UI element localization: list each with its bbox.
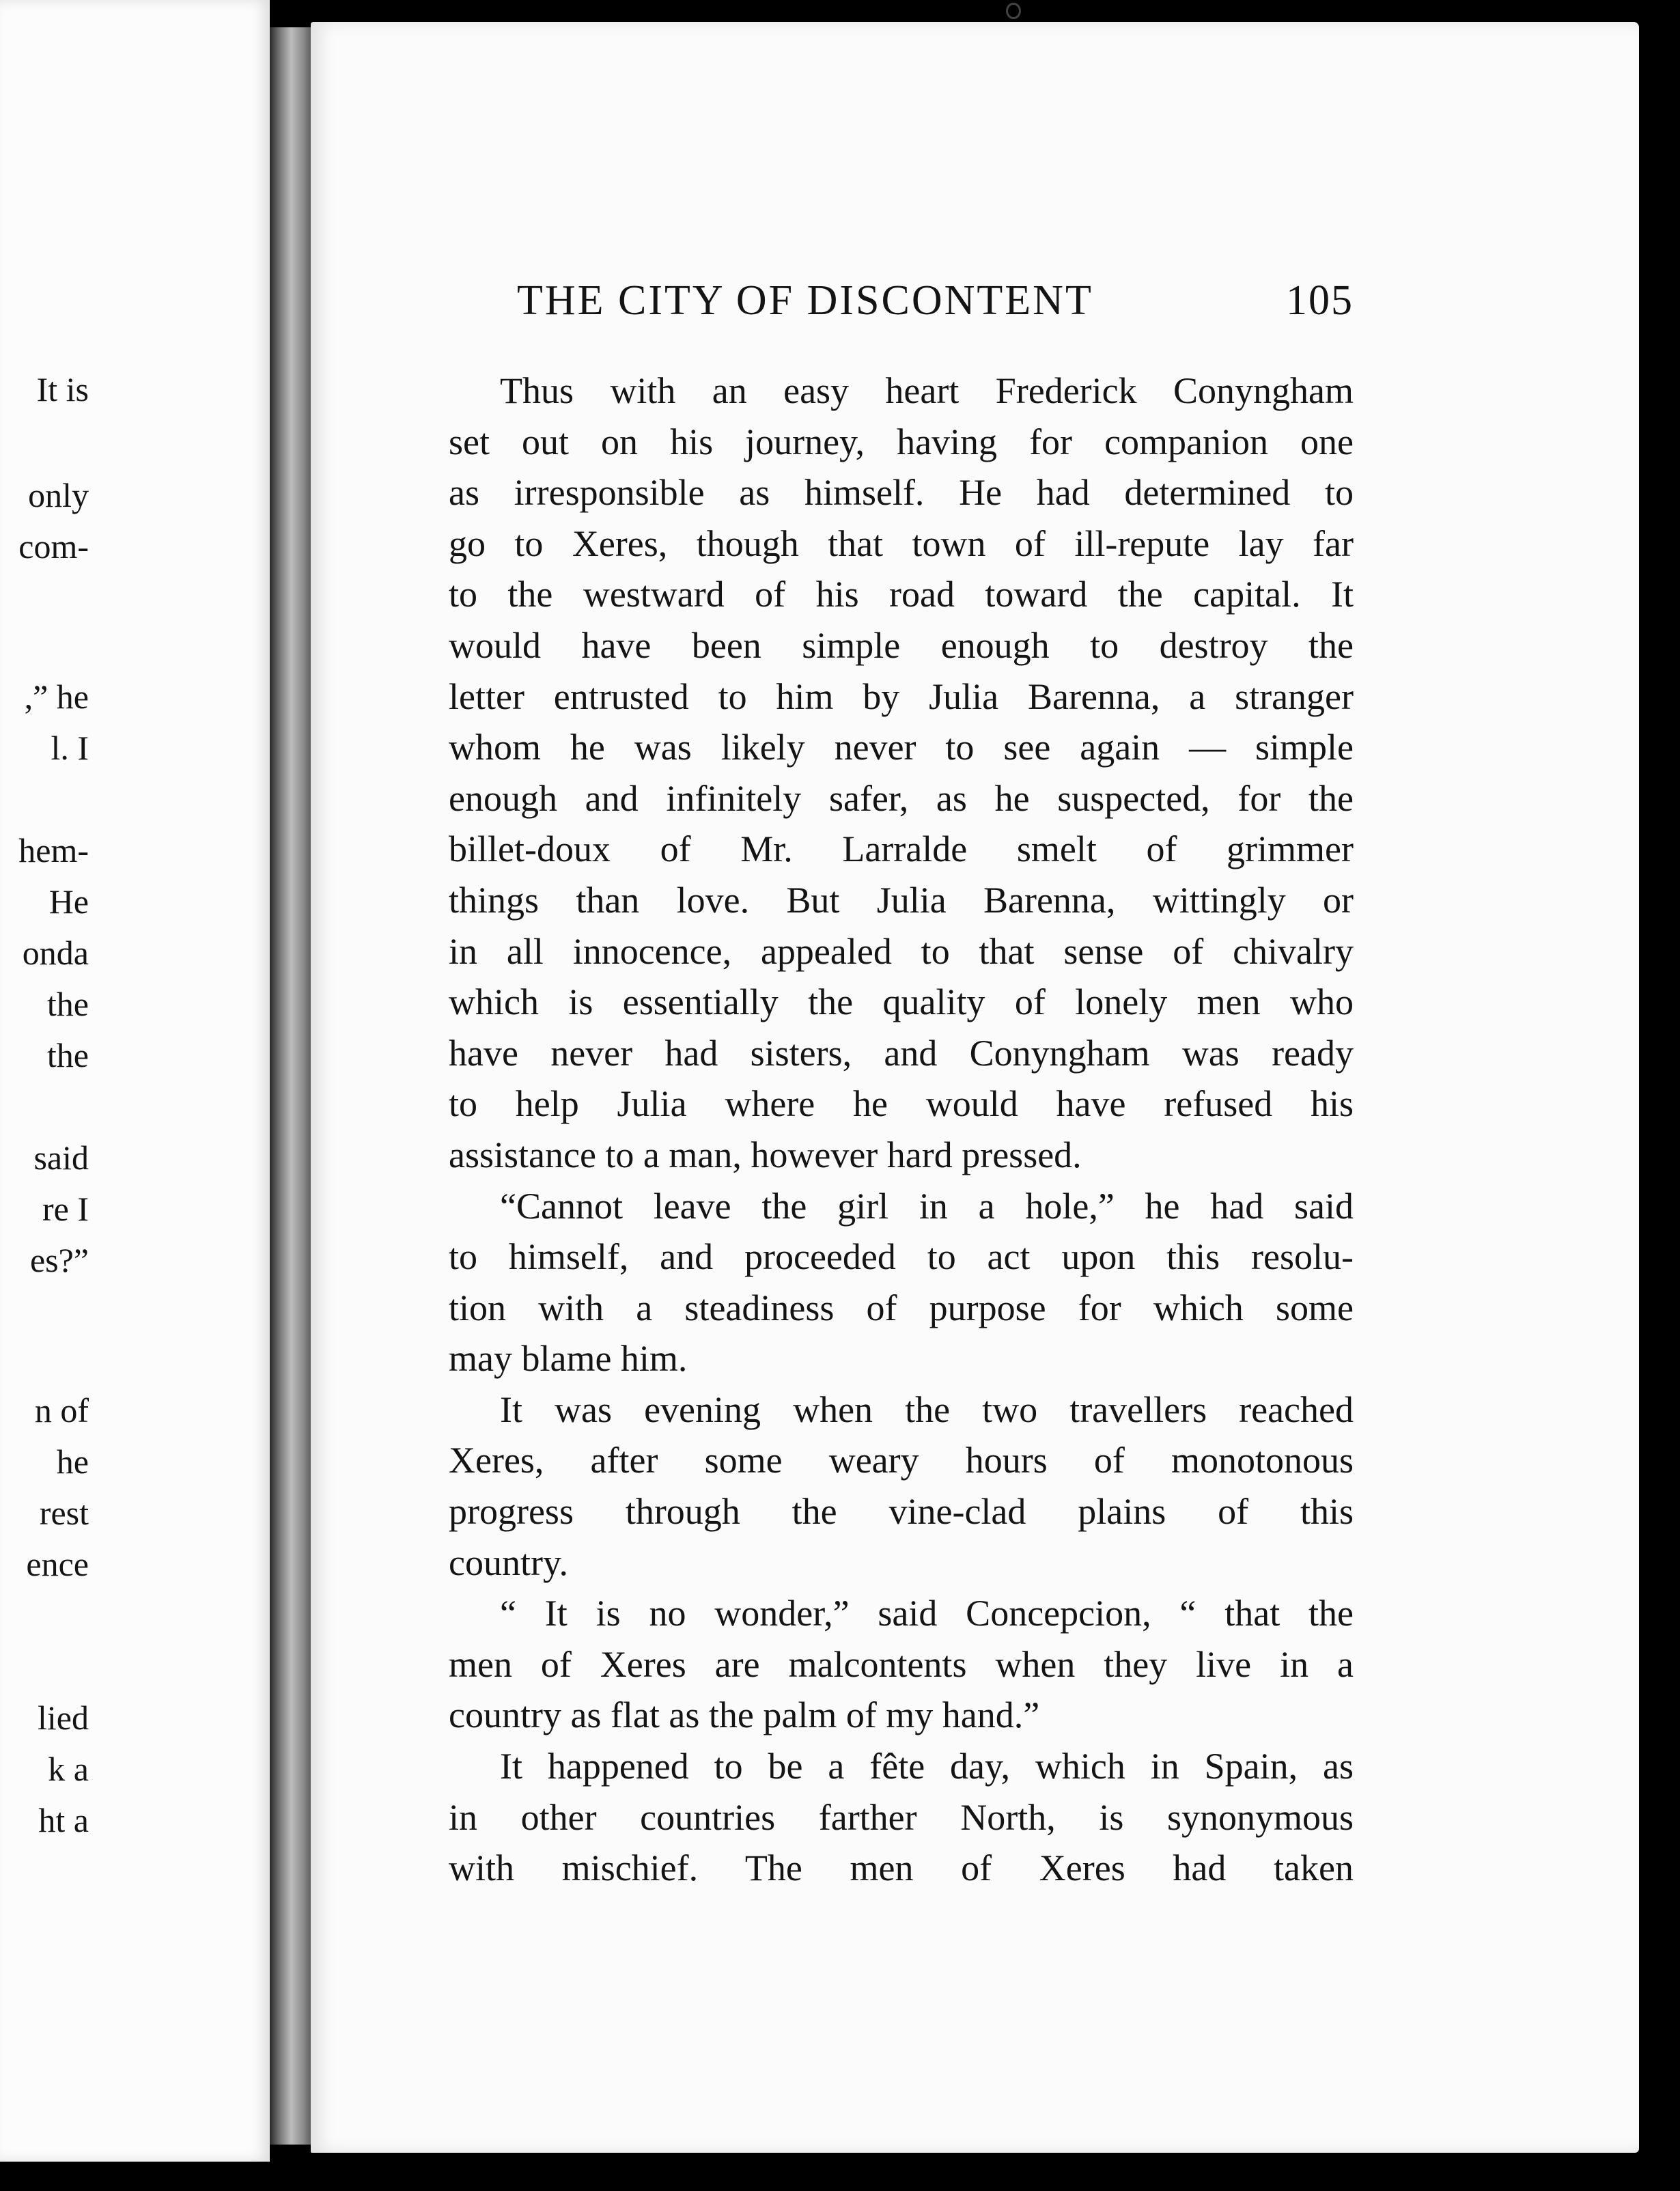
facing-page-line-fragment: rest [39, 1494, 89, 1532]
facing-page-line-fragment: es?” [29, 1241, 89, 1279]
text-line: in all innocence, appealed to that sense of chivalry [449, 930, 1354, 972]
facing-page-line-fragment: he [56, 1442, 89, 1481]
text-line: which is essentially the quality of lonely men who [449, 981, 1354, 1023]
facing-page-line-fragment: the [46, 1036, 89, 1074]
text-line: country as flat as the palm of my hand.” [449, 1694, 1040, 1736]
text-line: “ It is no wonder,” said Concepcion, “ that the [500, 1593, 1354, 1634]
facing-page-line-fragment: the [46, 985, 89, 1023]
text-line: tion with a steadiness of purpose for which some [449, 1287, 1354, 1328]
facing-page-line-fragment: lied [38, 1699, 89, 1737]
running-title: THE CITY OF DISCONTENT [517, 277, 1093, 324]
text-line: as irresponsible as himself. He had determined to [449, 472, 1354, 514]
facing-page-line-fragment: ,” he [24, 678, 89, 716]
text-line: have never had sisters, and Conyngham was ready [449, 1032, 1354, 1074]
facing-page-line-fragment: hem- [18, 831, 89, 869]
facing-page-line-fragment: said [33, 1139, 89, 1177]
text-line: billet-doux of Mr. Larralde smelt of grimmer [449, 828, 1354, 870]
text-line: go to Xeres, though that town of ill-repute lay far [449, 522, 1354, 564]
facing-page-line-fragment: ence [26, 1545, 89, 1583]
facing-page-line-fragment: re I [42, 1190, 89, 1228]
text-line: things than love. But Julia Barenna, wittingly or [449, 879, 1354, 921]
facing-page-line-fragment: He [48, 882, 89, 921]
text-line: assistance to a man, however hard pressed. [449, 1134, 1082, 1175]
facing-page-line-fragment: ht a [38, 1801, 89, 1839]
body-text [449, 365, 1354, 1894]
text-line: whom he was likely never to see again — simple [449, 727, 1354, 768]
facing-page [0, 0, 270, 2162]
facing-page-line-fragment: k a [48, 1750, 89, 1788]
text-line: set out on his journey, having for companion one [449, 421, 1354, 462]
text-line: may blame him. [449, 1338, 688, 1380]
text-line: It happened to be a fête day, which in Spain, as [500, 1746, 1354, 1787]
text-line: progress through the vine-clad plains of this [449, 1491, 1354, 1533]
text-line: to himself, and proceeded to act upon this resolu- [449, 1236, 1354, 1278]
running-head [517, 277, 1354, 331]
facing-page-line-fragment: onda [22, 934, 89, 972]
facing-page-line-fragment: n of [34, 1391, 89, 1429]
text-line: It was evening when the two travellers reached [500, 1388, 1354, 1430]
facing-page-line-fragment: only [28, 476, 89, 514]
text-line: to help Julia where he would have refused his [449, 1083, 1354, 1125]
text-line: Xeres, after some weary hours of monotonous [449, 1440, 1354, 1481]
facing-page-text-fragments [0, 0, 89, 2162]
facing-page-line-fragment: com- [18, 527, 89, 566]
page-number: 105 [1286, 277, 1354, 324]
text-line: would have been simple enough to destroy the [449, 624, 1354, 666]
text-line: “Cannot leave the girl in a hole,” he had said [500, 1185, 1354, 1227]
text-line: men of Xeres are malcontents when they live in a [449, 1643, 1354, 1685]
text-line: country. [449, 1541, 568, 1583]
scan-speck [1006, 3, 1021, 19]
text-line: Thus with an easy heart Frederick Conyngham [500, 370, 1354, 411]
text-line: with mischief. The men of Xeres had taken [449, 1847, 1354, 1889]
text-line: in other countries farther North, is synonymous [449, 1796, 1354, 1838]
text-line: to the westward of his road toward the capital. It [449, 574, 1354, 615]
facing-page-line-fragment: It is [36, 370, 89, 408]
facing-page-line-fragment: l. I [51, 729, 89, 767]
text-line: enough and infinitely safer, as he suspected, for the [449, 777, 1354, 819]
text-line: letter entrusted to him by Julia Barenna, a stranger [449, 675, 1354, 717]
